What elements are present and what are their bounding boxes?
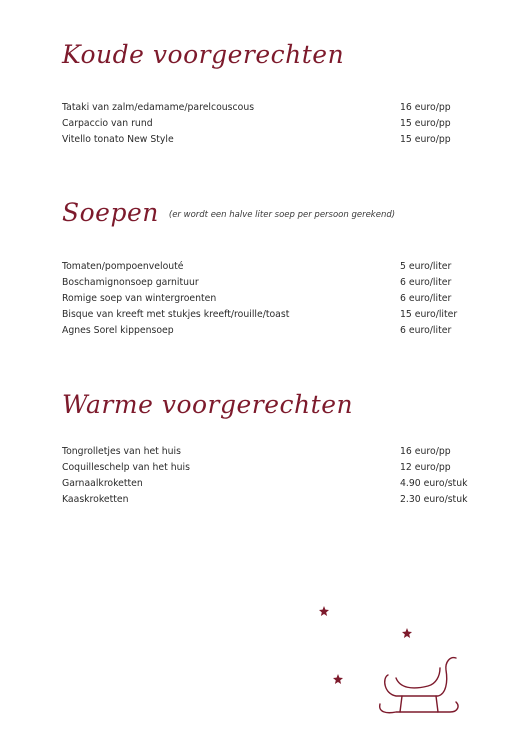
menu-item-name: Romige soep van wintergroenten — [62, 293, 217, 304]
menu-item-name: Tongrolletjes van het huis — [62, 446, 181, 457]
menu-item-name: Tomaten/pompoenvelouté — [62, 261, 184, 272]
section-title-warme-voorgerechten — [62, 390, 353, 419]
menu-item-price: 6 euro/liter — [400, 293, 452, 304]
menu-item-price: 12 euro/pp — [400, 462, 451, 473]
menu-item-price: 15 euro/pp — [400, 134, 451, 145]
star-icon — [319, 606, 329, 616]
menu-list-soepen — [62, 259, 482, 339]
menu-item — [62, 307, 482, 323]
menu-item-name: Garnaalkroketten — [62, 478, 143, 489]
menu-item-price: 6 euro/liter — [400, 325, 452, 336]
menu-item — [62, 492, 482, 508]
star-icon — [333, 674, 343, 684]
menu-item — [62, 100, 482, 116]
menu-item — [62, 291, 482, 307]
menu-item — [62, 323, 482, 339]
section-title-koude-voorgerechten — [62, 40, 344, 69]
menu-item-name: Boschamignonsoep garnituur — [62, 277, 199, 288]
menu-item — [62, 132, 482, 148]
menu-item-price: 15 euro/pp — [400, 118, 451, 129]
menu-item-price: 6 euro/liter — [400, 277, 452, 288]
star-icon — [402, 628, 412, 638]
menu-list-koude — [62, 100, 482, 148]
sleigh-icon — [380, 658, 458, 713]
menu-item-name: Agnes Sorel kippensoep — [62, 325, 174, 336]
menu-item — [62, 460, 482, 476]
section-title-soepen — [62, 198, 395, 227]
section-title-text: Soepen — [62, 198, 159, 227]
menu-item — [62, 476, 482, 492]
menu-item-name: Vitello tonato New Style — [62, 134, 174, 145]
menu-item-name: Coquilleschelp van het huis — [62, 462, 190, 473]
section-title-text: Warme voorgerechten — [62, 390, 354, 419]
menu-item-price: 15 euro/liter — [400, 309, 458, 320]
menu-item-name: Carpaccio van rund — [62, 118, 153, 129]
menu-item-name: Tataki van zalm/edamame/parelcouscous — [62, 102, 255, 113]
menu-item — [62, 259, 482, 275]
menu-item-price: 2.30 euro/stuk — [400, 494, 468, 505]
menu-item-price: 16 euro/pp — [400, 102, 451, 113]
menu-item — [62, 116, 482, 132]
christmas-decoration — [300, 590, 480, 720]
menu-list-warme — [62, 444, 482, 508]
menu-item-price: 16 euro/pp — [400, 446, 451, 457]
menu-item-price: 4.90 euro/stuk — [400, 478, 468, 489]
section-title-text: Koude voorgerechten — [62, 40, 345, 69]
menu-item — [62, 444, 482, 460]
menu-item-price: 5 euro/liter — [400, 261, 452, 272]
menu-item-name: Kaaskroketten — [62, 494, 129, 505]
menu-item-name: Bisque van kreeft met stukjes kreeft/rouille/toast — [62, 309, 290, 320]
menu-item — [62, 275, 482, 291]
section-note: (er wordt een halve liter soep per persoon gerekend) — [168, 209, 396, 220]
